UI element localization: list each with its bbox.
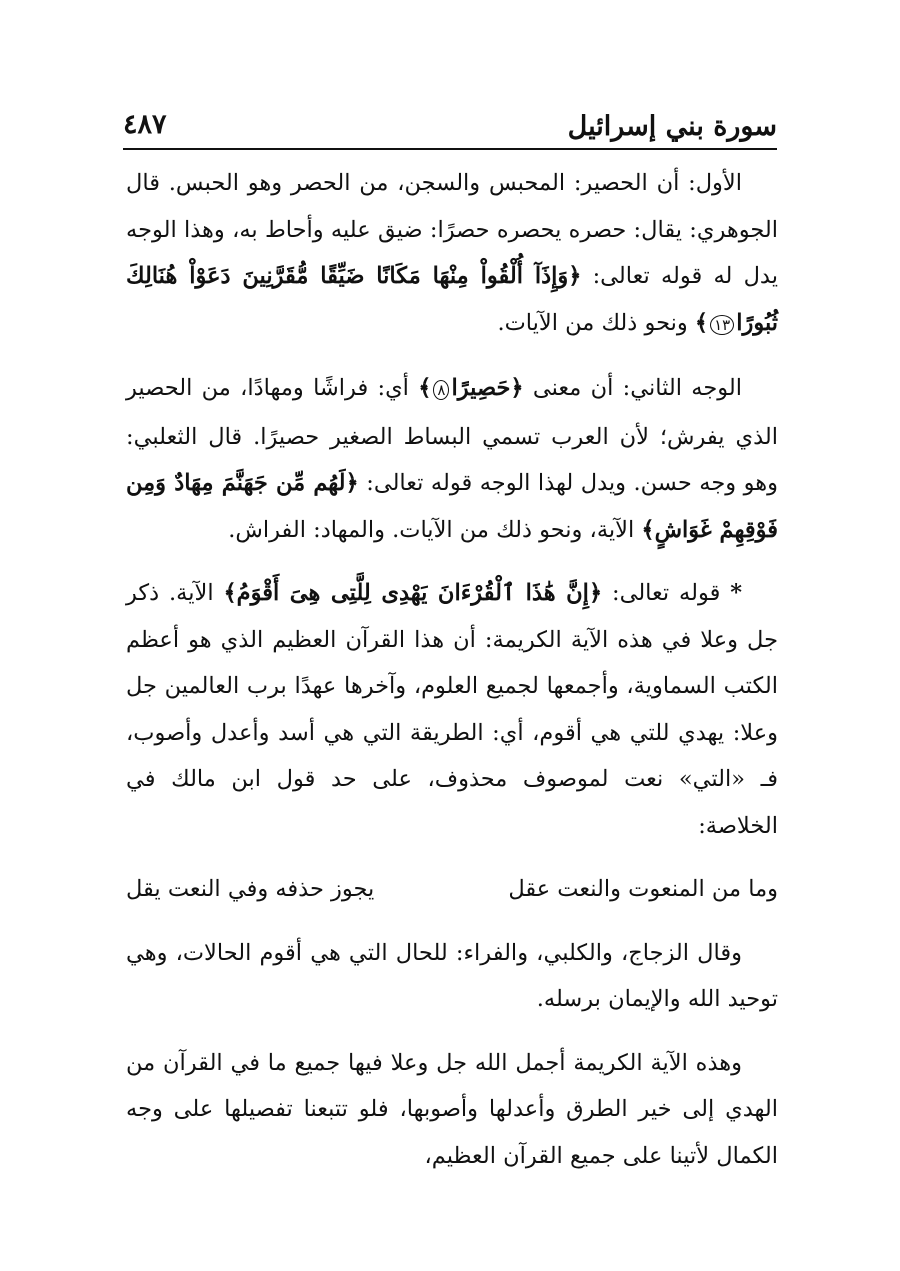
- ayah-number-marker: ٨: [433, 380, 449, 400]
- verse-open-bracket: ﴿: [568, 263, 582, 289]
- verse-close-bracket: ﴾: [694, 309, 709, 336]
- paragraph-text: وقال الزجاج، والكلبي، والفراء: للحال التي هي أقوم الحالات، وهي توحيد الله والإيمان برسله.: [126, 939, 778, 1012]
- paragraph-scholars-opinion: [126, 930, 778, 1023]
- ayah-number-marker: ١٣: [710, 315, 734, 335]
- page-body: [126, 160, 778, 1179]
- verse-open-bracket: ﴿: [510, 375, 524, 401]
- poem-first-hemistich: وما من المنعوت والنعت عقل: [508, 876, 778, 902]
- verse-close-bracket: ﴾: [641, 516, 655, 543]
- verse-close-bracket: ﴾: [418, 375, 432, 401]
- poem-verse-line: [126, 866, 778, 913]
- paragraph-text: الأول: أن الحصير: المحبس والسجن، من الحصر وهو الحبس. قال الجوهري: يقال: حصره يحصره حصرًا: ضيق عليه وأحاط به، وهذا الوجه يدل له قوله تعالى:: [126, 170, 778, 289]
- paragraph-text: الوجه الثاني: أن معنى: [523, 375, 742, 401]
- poem-second-hemistich: يجوز حذفه وفي النعت يقل: [126, 876, 375, 902]
- surah-title: سورة بني إسرائيل: [567, 111, 777, 142]
- star-marker: *: [730, 580, 742, 606]
- verse-close-bracket: ﴾: [223, 580, 237, 606]
- quran-verse: وَإِذَآ أُلْقُواْ مِنْهَا مَكَانًا ضَيِّقًا مُّقَرَّنِينَ دَعَوْاْ هُنَالِكَ ثُبُورًا: [126, 263, 778, 336]
- paragraph-text: الآية. ذكر جل وعلا في هذه الآية الكريمة: أن هذا القرآن العظيم الذي هو أعظم الكتب السماوية، وأجمعها لجميع العلوم، وآخرها عهدًا برب العالمين جل وعلا: يهدي للتي هي أقوم، أي: الطريقة التي هي أسد وأعدل وأصوب، فـ «التي» نعت لموصوف محذوف، على حد قول ابن مالك في الخلاصة:: [126, 580, 778, 839]
- page-number: ٤٨٧: [123, 109, 167, 140]
- paragraph-text: قوله تعالى:: [602, 580, 731, 606]
- paragraph-first-meaning: [126, 160, 778, 348]
- page-header: [123, 88, 777, 150]
- verse-open-bracket: ﴿: [345, 470, 359, 496]
- paragraph-text: أي: فراشًا ومهادًا، من الحصير الذي يفرش؛ لأن العرب تسمي البساط الصغير حصيرًا. قال الثعلبي: وهو وجه حسن. ويدل لهذا الوجه قوله تعالى:: [126, 375, 779, 496]
- paragraph-verse-commentary: [126, 570, 778, 849]
- quran-verse: حَصِيرًا: [451, 375, 511, 401]
- paragraph-text: الآية، ونحو ذلك من الآيات. والمهاد: الفراش.: [228, 516, 642, 543]
- quran-verse: لَهُم مِّن جَهَنَّمَ مِهَادٌ وَمِن فَوْقِهِمْ غَوَاشٍ: [126, 470, 778, 543]
- paragraph-text: ونحو ذلك من الآيات.: [497, 309, 695, 336]
- paragraph-verse-summary: [126, 1040, 778, 1180]
- quran-verse: إِنَّ هَٰذَا ٱلْقُرْءَانَ يَهْدِى لِلَّتِى هِىَ أَقْوَمُ: [236, 580, 589, 606]
- paragraph-second-meaning: [126, 365, 778, 553]
- paragraph-text: وهذه الآية الكريمة أجمل الله جل وعلا فيها جميع ما في القرآن من الهدي إلى خير الطرق وأعدلها وأصوبها، فلو تتبعنا تفصيلها على وجه الكمال لأتينا على جميع القرآن العظيم،: [126, 1049, 778, 1169]
- verse-open-bracket: ﴿: [588, 580, 603, 606]
